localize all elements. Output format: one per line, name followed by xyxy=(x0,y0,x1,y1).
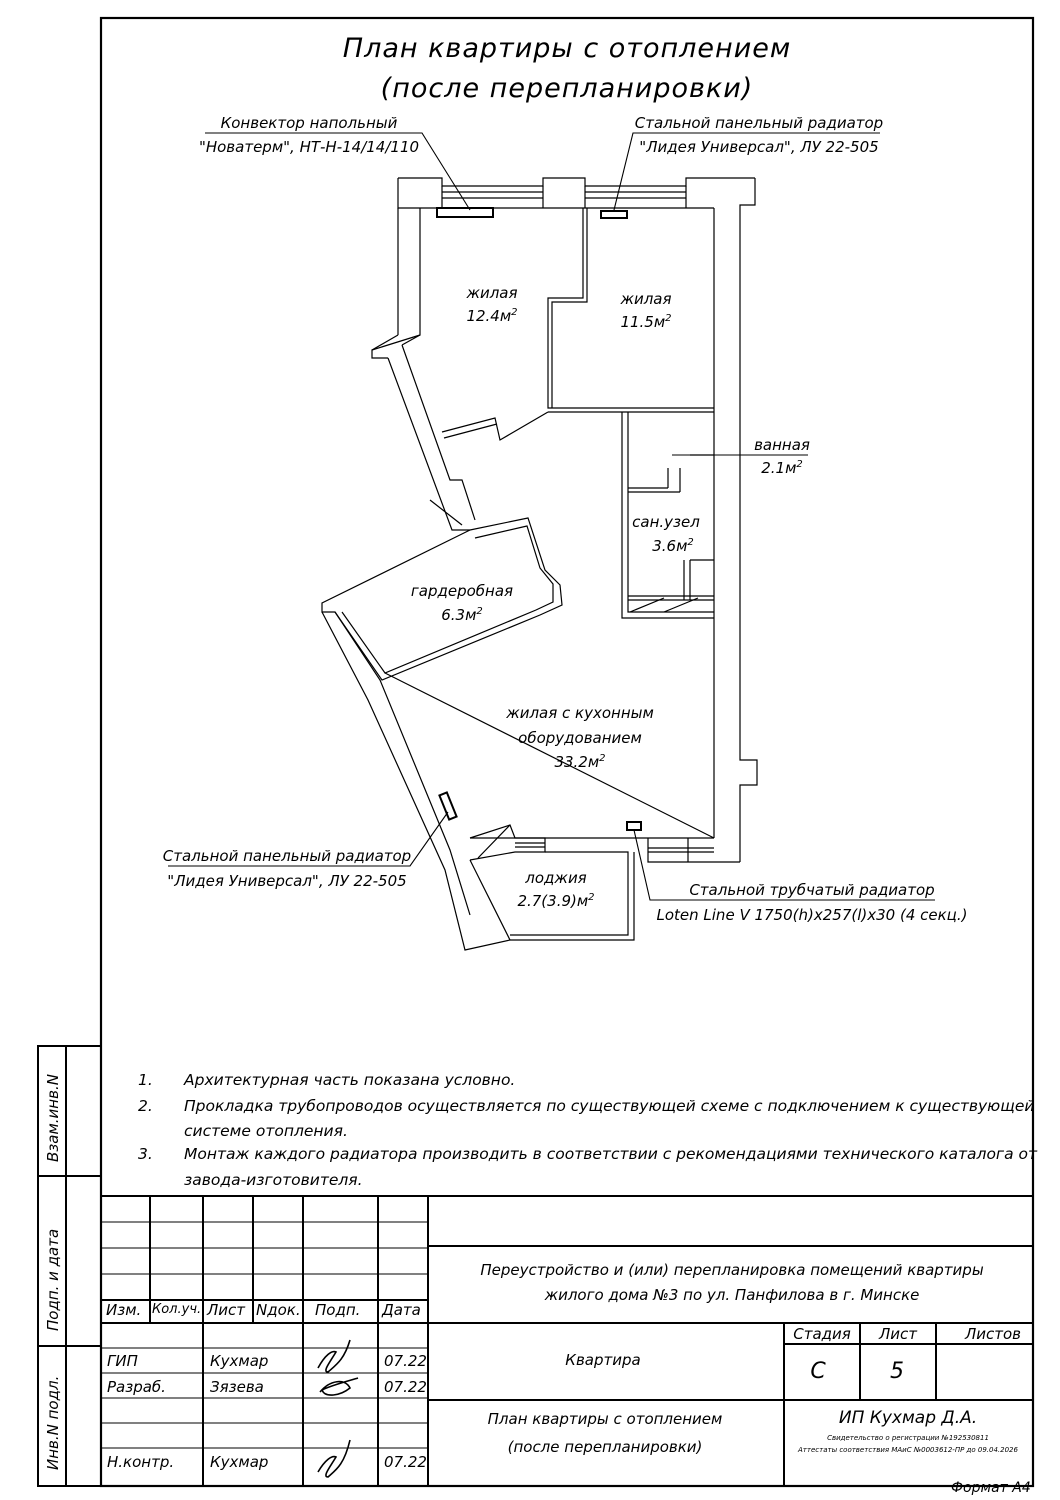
note-3-num: 3. xyxy=(138,1145,153,1163)
stamp-name-gip: Кухмар xyxy=(210,1352,269,1370)
note-2-text-line2: системе отопления. xyxy=(184,1122,348,1140)
note-3-text-line1: Монтаж каждого радиатора производить в соответствии с рекомендациями технического каталога от xyxy=(184,1145,1038,1163)
room-wc-name: сан.узел xyxy=(632,513,700,531)
radiator-top-label-line2: "Лидея Универсал", ЛУ 22-505 xyxy=(639,138,879,156)
stamp-stage-value: С xyxy=(810,1359,826,1384)
signature-3 xyxy=(318,1440,350,1477)
convector-marker xyxy=(437,208,493,217)
stamp-sheet-title-line1: План квартиры с отоплением xyxy=(487,1410,723,1428)
room-bath-area: $2.1м^2$ xyxy=(761,459,803,477)
signature-1 xyxy=(318,1340,350,1372)
stamp-project-line2: жилого дома №3 по ул. Панфилова в г. Минске xyxy=(544,1286,920,1304)
stamp-sheet-label: Лист xyxy=(878,1325,918,1343)
note-1-num: 1. xyxy=(138,1071,153,1089)
stamp-header-kol: Кол.уч. xyxy=(152,1302,202,1317)
radiator-left-marker xyxy=(439,792,456,819)
room-bedroom1-area: $12.4м^2$ xyxy=(466,307,518,325)
stamp-sheet-value: 5 xyxy=(890,1359,904,1384)
stamp-header-data: Дата xyxy=(382,1301,421,1319)
stamp-header-list: Лист xyxy=(207,1301,246,1319)
note-2-text-line1: Прокладка трубопроводов осуществляется по существующей схеме с подключением к существующей xyxy=(184,1097,1035,1115)
room-wardrobe-name: гардеробная xyxy=(410,582,514,600)
stamp-name-nkontr: Кухмар xyxy=(210,1453,269,1471)
stamp-object: Квартира xyxy=(565,1351,641,1369)
side-label-inv: Инв.N подл. xyxy=(44,1375,62,1470)
stamp-date-gip: 07.22 xyxy=(384,1352,427,1370)
radiator-left-label-line2: "Лидея Универсал", ЛУ 22-505 xyxy=(167,872,407,890)
stamp-stage-label: Стадия xyxy=(793,1325,851,1343)
note-2-num: 2. xyxy=(138,1097,153,1115)
signature-2 xyxy=(320,1378,358,1395)
radiator-top-label-line1: Стальной панельный радиатор xyxy=(634,114,884,132)
stamp-role-gip: ГИП xyxy=(107,1352,138,1370)
room-bath-name: ванная xyxy=(754,436,810,454)
stamp-header-ndok: Nдок. xyxy=(256,1301,301,1319)
room-loggia-name: лоджия xyxy=(525,869,587,887)
side-label-podp: Подп. и дата xyxy=(44,1228,62,1331)
stamp-project-line1: Переустройство и (или) перепланировка помещений квартиры xyxy=(480,1261,984,1279)
floor-plan xyxy=(322,178,757,950)
note-3-text-line2: завода-изготовителя. xyxy=(184,1171,363,1189)
stamp-role-razrab: Разраб. xyxy=(107,1378,166,1396)
format-label: Формат А4 xyxy=(951,1480,1031,1496)
room-living-name-line1: жилая с кухонным xyxy=(506,704,654,722)
stamp-header-izm: Изм. xyxy=(106,1301,142,1319)
stamp-sheet-title-line2: (после перепланировки) xyxy=(507,1438,703,1456)
room-living-area: $33.2м^2$ xyxy=(554,753,606,771)
side-label-vzam: Взам.инв.N xyxy=(44,1074,62,1162)
stamp-company: ИП Кухмар Д.А. xyxy=(838,1408,978,1428)
radiator-top-marker xyxy=(601,211,627,218)
stamp-cert-line2: Аттестаты соответствия МАиС №0003612-ПР до 09.04.2026 xyxy=(798,1446,1018,1454)
room-bedroom2-area: $11.5м^2$ xyxy=(620,313,672,331)
stamp-role-nkontr: Н.контр. xyxy=(107,1453,175,1471)
note-1-text: Архитектурная часть показана условно. xyxy=(184,1071,516,1089)
radiator-tube-label-line1: Стальной трубчатый радиатор xyxy=(689,881,935,899)
signatures xyxy=(318,1340,358,1477)
room-wardrobe-area: $6.3м^2$ xyxy=(441,606,483,624)
room-bedroom1-name: жилая xyxy=(466,284,518,302)
stamp-name-razrab: Зязева xyxy=(210,1378,264,1396)
stamp-sheets-label: Листов xyxy=(964,1325,1022,1343)
stamp-cert-line1: Свидетельство о регистрации №192530811 xyxy=(827,1434,989,1442)
room-wc-area: $3.6м^2$ xyxy=(652,537,694,555)
room-loggia-area: $2.7(3.9)м^2$ xyxy=(517,892,595,910)
stamp-header-podp: Подп. xyxy=(315,1301,361,1319)
radiator-tube-marker xyxy=(627,822,641,830)
title-line2: (после перепланировки) xyxy=(380,73,754,104)
room-bedroom2-name: жилая xyxy=(620,290,672,308)
radiator-tube-label-line2: Loten Line V 1750(h)x257(l)x30 (4 секц.) xyxy=(656,906,968,924)
room-living-name-line2: оборудованием xyxy=(518,729,642,747)
leader-lines xyxy=(168,133,935,900)
title-line1: План квартиры с отоплением xyxy=(342,33,792,64)
stamp-date-razrab: 07.22 xyxy=(384,1378,427,1396)
radiator-left-label-line1: Стальной панельный радиатор xyxy=(162,847,412,865)
convector-label-line2: "Новатерм", НТ-Н-14/14/110 xyxy=(198,138,420,156)
convector-label-line1: Конвектор напольный xyxy=(220,114,398,132)
stamp-date-nkontr: 07.22 xyxy=(384,1453,427,1471)
